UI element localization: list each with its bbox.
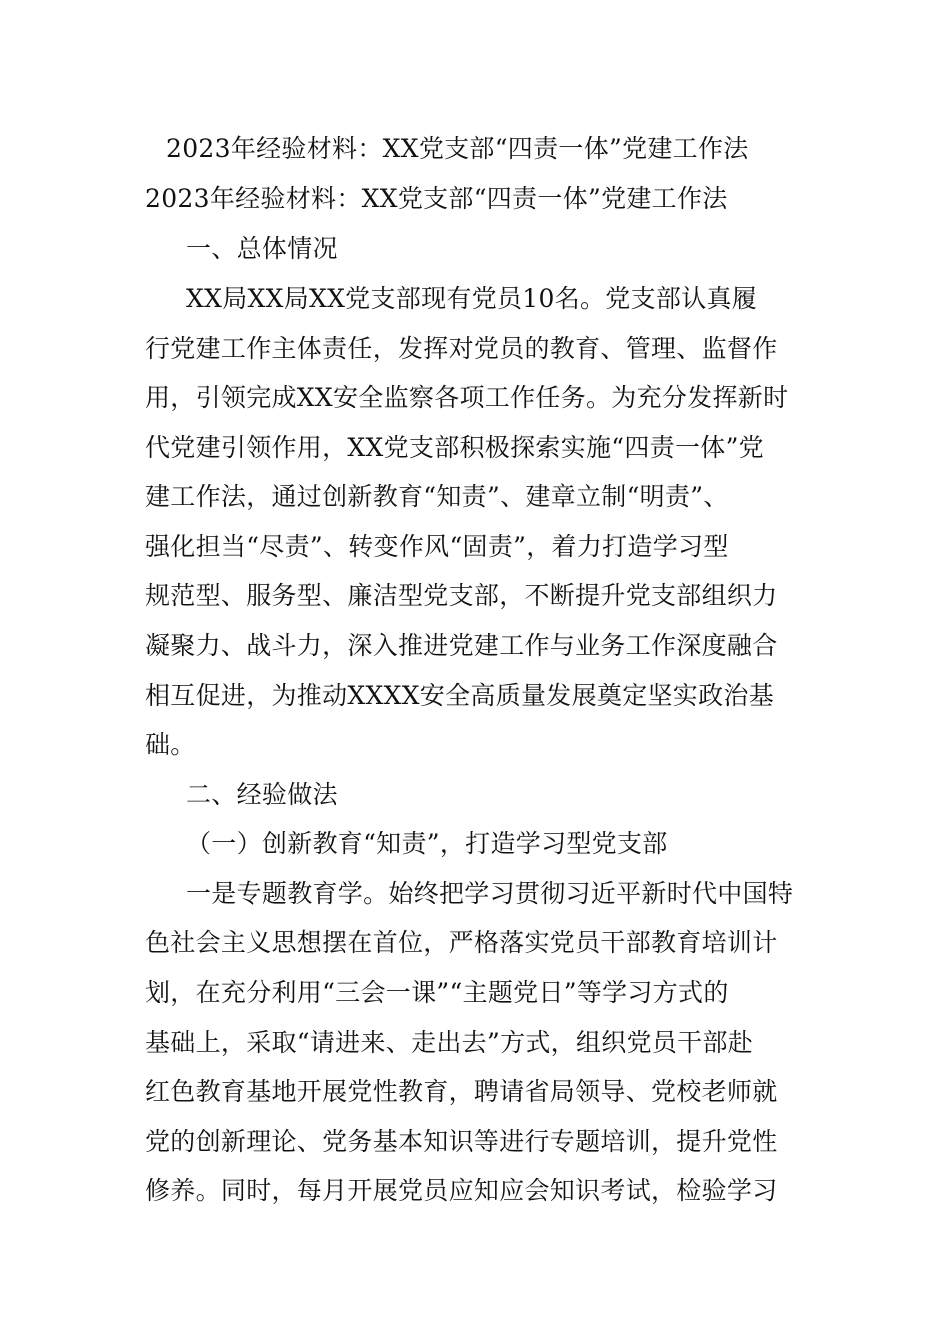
paragraph-line: 划，在充分利用“三会一课”“主题党日”等学习方式的 — [145, 978, 729, 1007]
paragraph-line: 规范型、服务型、廉洁型党支部，不断提升党支部组织力 — [145, 581, 778, 610]
subsection-heading-1: （一）创新教育“知责”，打造学习型党支部 — [186, 829, 668, 858]
paragraph-line: 凝聚力、战斗力，深入推进党建工作与业务工作深度融合 — [145, 631, 778, 660]
paragraph-line: 基础上，采取“请进来、走出去”方式，组织党员干部赴 — [145, 1028, 754, 1057]
paragraph-line: 红色教育基地开展党性教育，聘请省局领导、党校老师就 — [145, 1077, 778, 1106]
paragraph-line: 修养。同时，每月开展党员应知应会知识考试，检验学习 — [145, 1176, 778, 1205]
section-heading-experience: 二、经验做法 — [186, 780, 338, 809]
paragraph-line: 强化担当“尽责”、转变作风“固责”，着力打造学习型 — [145, 532, 729, 561]
paragraph-line: 础。 — [145, 730, 196, 759]
paragraph-line: 代党建引领作用，XX党支部积极探索实施“四责一体”党 — [145, 433, 764, 462]
paragraph-line: 用，引领完成XX安全监察各项工作任务。为充分发挥新时 — [145, 383, 789, 412]
paragraph-line: 色社会主义思想摆在首位，严格落实党员干部教育培训计 — [145, 928, 778, 957]
paragraph-line: 建工作法，通过创新教育“知责”、建章立制“明责”、 — [145, 482, 729, 511]
document-title-line-2: 2023年经验材料：XX党支部“四责一体”党建工作法 — [145, 184, 728, 213]
paragraph-line: 行党建工作主体责任，发挥对党员的教育、管理、监督作 — [145, 334, 778, 363]
paragraph-line: 相互促进，为推动XXXX安全高质量发展奠定坚实政治基 — [145, 681, 774, 710]
document-title-line-1: 2023年经验材料：XX党支部“四责一体”党建工作法 — [166, 134, 749, 163]
section-heading-overview: 一、总体情况 — [186, 234, 338, 263]
paragraph-line: 一是专题教育学。始终把学习贯彻习近平新时代中国特 — [186, 879, 794, 908]
paragraph-line: XX局XX局XX党支部现有党员10名。党支部认真履 — [186, 284, 758, 313]
paragraph-line: 党的创新理论、党务基本知识等进行专题培训，提升党性 — [145, 1127, 778, 1156]
